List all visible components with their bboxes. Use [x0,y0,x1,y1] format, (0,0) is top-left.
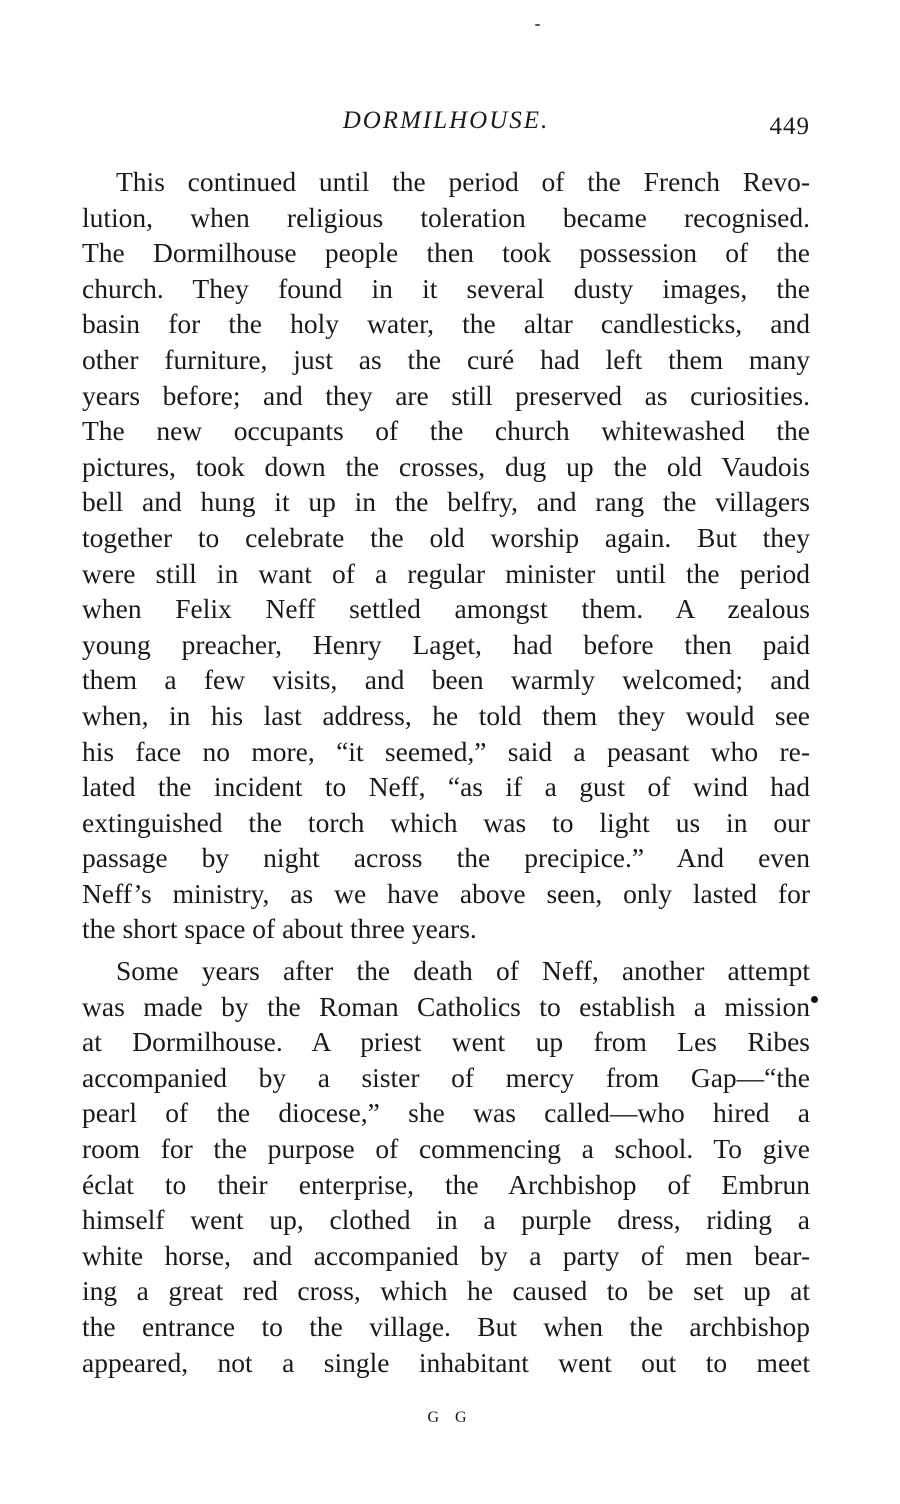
text-line: the short space of about three years. [82,913,477,945]
text-line: were still in want of a regular minister until the period [82,557,810,589]
text-line: éclat to their enterprise, the Archbishop of Embrun [82,1168,810,1200]
page-number: 449 [769,113,810,140]
text-line: white horse, and accompanied by a party of men bear- [82,1239,810,1271]
text-line: at Dormilhouse. A priest went up from Les Ribes [82,1026,810,1058]
paragraph [82,953,810,1380]
text-line: himself went up, clothed in a purple dress, riding a [82,1204,810,1236]
text-line: pearl of the diocese,” she was called—who hired a [82,1097,810,1129]
text-line: together to celebrate the old worship again. But they [82,521,810,553]
text-line: when, in his last address, he told them they would see [82,699,810,731]
text-line: pictures, took down the crosses, dug up the old Vaudois [82,450,810,482]
text-line: was made by the Roman Catholics to establish a mission [82,990,810,1022]
text-line: basin for the holy water, the altar candlesticks, and [82,308,810,340]
text-line: other furniture, just as the curé had left them many [82,343,810,375]
text-line: passage by night across the precipice.” And even [82,842,810,874]
printer-signature: G G [427,1409,473,1426]
body-text [82,164,810,1380]
running-head [82,103,810,143]
text-line: church. They found in it several dusty images, the [82,272,810,304]
text-line: lution, when religious toleration became recognised. [82,201,810,233]
text-line: bell and hung it up in the belfry, and rang the villagers [82,486,810,518]
text-line: them a few visits, and been warmly welcomed; and [82,664,810,696]
text-line: appeared, not a single inhabitant went out to meet [82,1346,810,1378]
text-line: This continued until the period of the French Revo- [116,166,810,197]
text-line: lated the incident to Neff, “as if a gust of wind had [82,771,810,803]
text-line: the entrance to the village. But when the archbishop [82,1311,810,1342]
text-line: extinguished the torch which was to light us in our [82,806,810,838]
text-line: The Dormilhouse people then took possession of the [82,237,810,269]
text-line: Neff’s ministry, as we have above seen, only lasted for [82,877,810,909]
text-line: young preacher, Henry Laget, had before then paid [82,628,810,660]
text-line: ing a great red cross, which he caused to be set up at [82,1275,810,1307]
text-line: his face no more, “it seemed,” said a peasant who re- [82,735,810,767]
text-line: Some years after the death of Neff, another attempt [116,955,810,987]
ink-speck [535,24,540,26]
text-line: accompanied by a sister of mercy from Gap—“the [82,1061,810,1093]
ink-blot [811,996,818,1003]
text-line: years before; and they are still preserved as curiosities. [82,379,810,411]
running-title: DORMILHOUSE. [342,107,550,134]
text-line: room for the purpose of commencing a school. To give [82,1133,810,1165]
text-line: when Felix Neff settled amongst them. A zealous [82,593,810,625]
text-line: The new occupants of the church whitewashed the [82,415,810,447]
paragraph [82,164,810,947]
